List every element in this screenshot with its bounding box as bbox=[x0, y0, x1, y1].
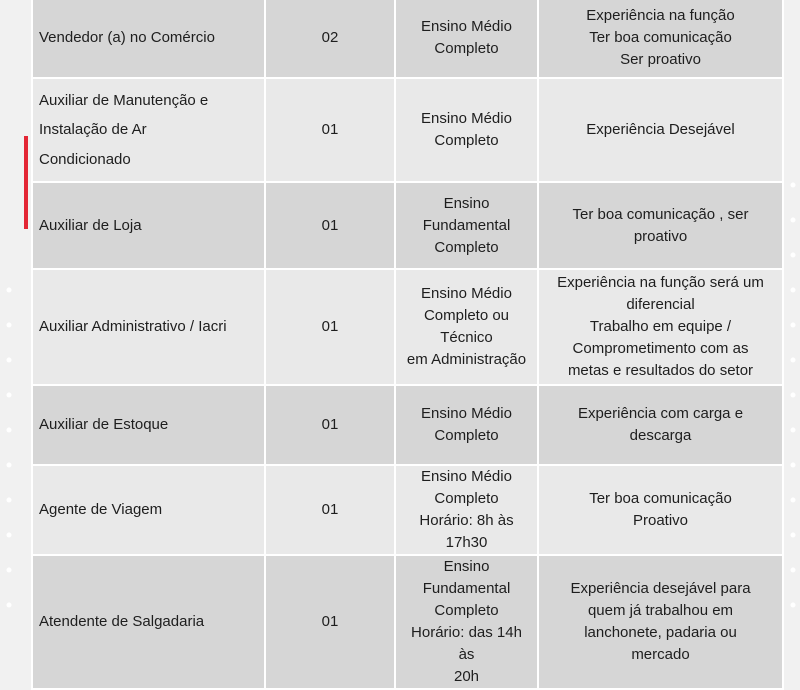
requirements-cell bbox=[538, 465, 783, 555]
job-title-cell bbox=[32, 0, 265, 78]
requirement-line: Experiência Desejável bbox=[586, 121, 735, 138]
education-line: Completo ou Técnico bbox=[423, 307, 510, 346]
vacancies-count: 01 bbox=[321, 416, 339, 433]
requirement-line: Ter boa comunicação bbox=[589, 29, 732, 46]
vacancies-count: 01 bbox=[321, 613, 339, 630]
job-title-line: Instalação de Ar bbox=[39, 121, 147, 139]
requirement-line: Ter boa comunicação , ser bbox=[572, 205, 749, 223]
education-line: Completo bbox=[434, 602, 499, 619]
table-row bbox=[32, 385, 783, 465]
requirement-line: quem já trabalhou em bbox=[587, 602, 734, 619]
table-row bbox=[32, 182, 783, 269]
education-cell bbox=[395, 182, 538, 269]
education-cell bbox=[395, 78, 538, 182]
vacancies-cell bbox=[265, 385, 395, 465]
requirements-cell bbox=[538, 182, 783, 269]
table-row bbox=[32, 269, 783, 385]
education-line: Ensino Médio bbox=[421, 18, 512, 35]
table-row bbox=[32, 78, 783, 182]
vacancies-cell bbox=[265, 465, 395, 555]
table-row bbox=[32, 555, 783, 689]
vacancies-count: 01 bbox=[321, 121, 339, 138]
education-cell bbox=[395, 269, 538, 385]
education-cell bbox=[395, 465, 538, 555]
accent-bar bbox=[24, 136, 28, 229]
vacancies-cell bbox=[265, 182, 395, 269]
requirement-line: Trabalho em equipe / bbox=[589, 318, 732, 335]
job-title: Auxiliar de Estoque bbox=[39, 416, 169, 433]
table-row bbox=[32, 465, 783, 555]
requirement-line: Ser proativo bbox=[620, 51, 701, 68]
job-title-cell bbox=[32, 465, 265, 555]
requirements-cell bbox=[538, 0, 783, 78]
job-title: Atendente de Salgadaria bbox=[39, 613, 205, 630]
requirement-line: diferencial bbox=[626, 296, 695, 313]
education-line: Ensino Médio bbox=[421, 110, 512, 127]
job-title-cell bbox=[32, 385, 265, 465]
education-cell bbox=[395, 0, 538, 78]
requirement-line: Experiência na função bbox=[586, 7, 735, 24]
job-title-cell bbox=[32, 182, 265, 269]
requirement-line: proativo bbox=[633, 227, 688, 245]
job-title: Auxiliar Administrativo / Iacri bbox=[39, 318, 227, 335]
education-line: Ensino Médio bbox=[421, 468, 512, 485]
education-line: Completo bbox=[434, 490, 499, 507]
education-line: em Administração bbox=[406, 351, 527, 368]
education-line: Ensino Fundamental bbox=[422, 558, 511, 597]
requirements-cell bbox=[538, 269, 783, 385]
vacancies-count: 01 bbox=[321, 318, 339, 335]
education-cell bbox=[395, 555, 538, 689]
job-title: Agente de Viagem bbox=[39, 501, 163, 518]
requirement-line: Proativo bbox=[632, 512, 689, 529]
vacancies-cell bbox=[265, 269, 395, 385]
job-title-cell bbox=[32, 269, 265, 385]
job-title-line: Condicionado bbox=[39, 150, 131, 168]
requirement-line: mercado bbox=[631, 646, 690, 663]
requirement-line: Ter boa comunicação bbox=[589, 490, 732, 507]
vacancies-cell bbox=[265, 78, 395, 182]
vacancies-count: 01 bbox=[321, 501, 339, 518]
vacancies-cell bbox=[265, 555, 395, 689]
education-line: Horário: 8h às 17h30 bbox=[419, 512, 514, 551]
job-openings-table bbox=[31, 0, 784, 690]
requirement-line: Comprometimento com as bbox=[572, 340, 749, 357]
requirement-line: descarga bbox=[629, 427, 692, 444]
requirement-line: Experiência com carga e bbox=[577, 405, 744, 422]
requirement-line: metas e resultados do setor bbox=[567, 362, 754, 379]
education-line: Completo bbox=[434, 40, 499, 57]
job-title: Vendedor (a) no Comércio bbox=[39, 29, 215, 46]
education-line: Horário: das 14h às bbox=[411, 624, 522, 663]
requirement-line: Experiência na função será um bbox=[557, 274, 764, 291]
education-line: Ensino Fundamental bbox=[422, 194, 511, 234]
education-line: Ensino Médio bbox=[421, 285, 512, 302]
education-line: Ensino Médio bbox=[421, 405, 512, 422]
job-title-cell bbox=[32, 555, 265, 689]
education-line: Completo bbox=[434, 132, 499, 149]
requirements-cell bbox=[538, 385, 783, 465]
requirement-line: lanchonete, padaria ou bbox=[584, 624, 737, 641]
education-line: Completo bbox=[434, 238, 499, 256]
vacancies-count: 02 bbox=[321, 29, 339, 46]
job-title-line: Auxiliar de Manutenção e bbox=[39, 91, 209, 109]
requirement-line: Experiência desejável para bbox=[570, 580, 751, 597]
education-line: 20h bbox=[453, 668, 480, 685]
requirements-cell bbox=[538, 78, 783, 182]
requirements-cell bbox=[538, 555, 783, 689]
vacancies-count: 01 bbox=[321, 216, 339, 234]
vacancies-cell bbox=[265, 0, 395, 78]
job-title: Auxiliar de Loja bbox=[39, 216, 142, 234]
job-title-cell bbox=[32, 78, 265, 182]
table-row bbox=[32, 0, 783, 78]
education-cell bbox=[395, 385, 538, 465]
education-line: Completo bbox=[434, 427, 499, 444]
